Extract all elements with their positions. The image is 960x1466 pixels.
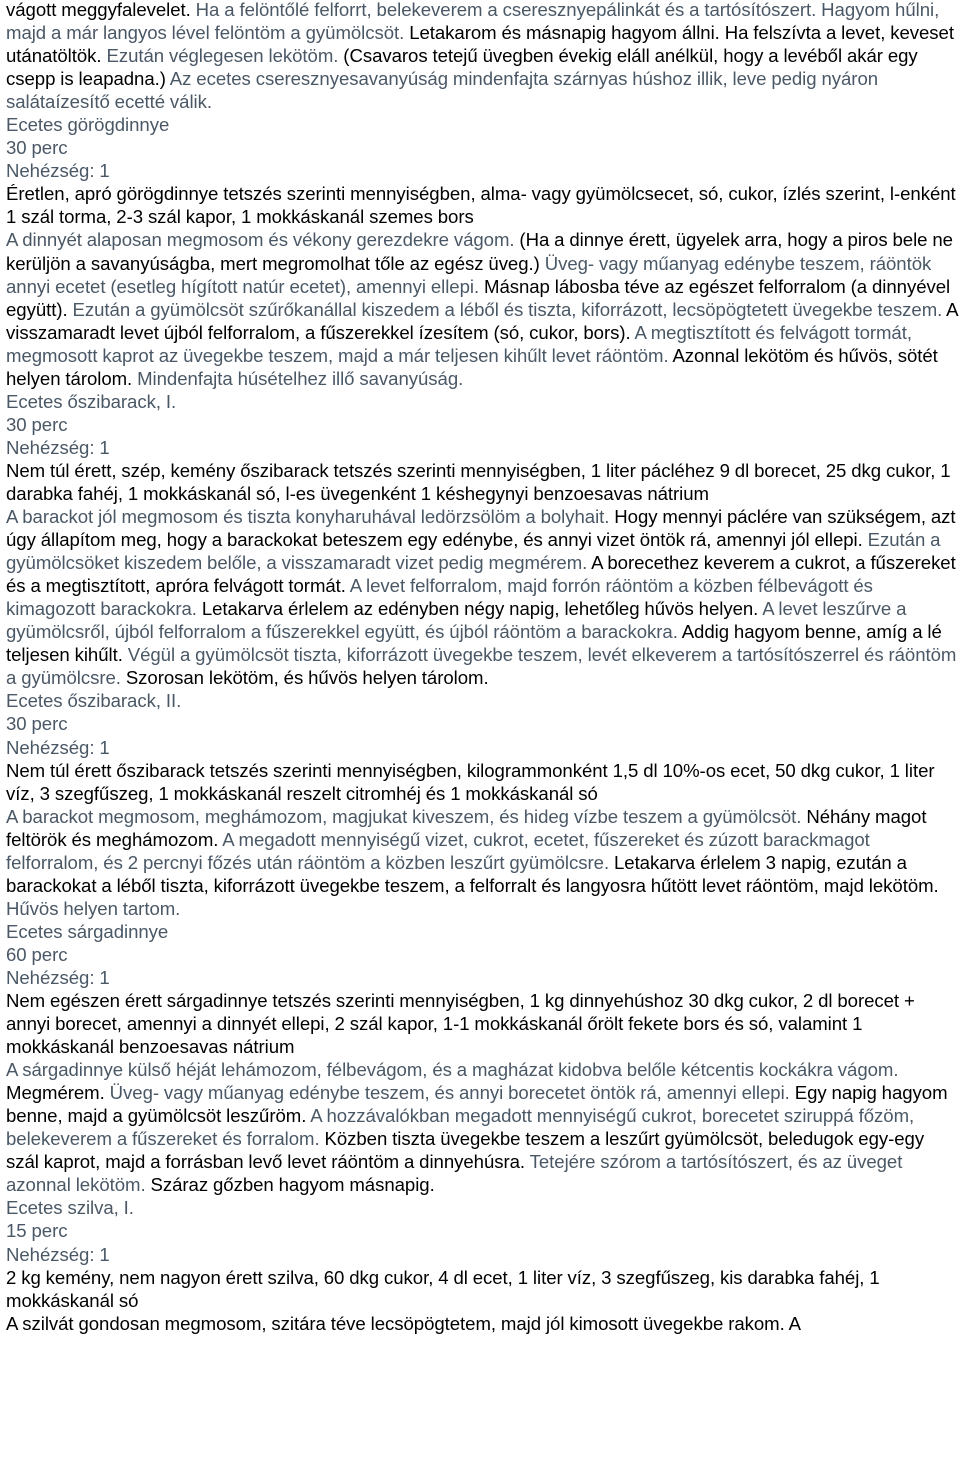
recipe-title: Ecetes görögdinnye xyxy=(6,114,170,136)
sentence: A barackot jól megmosom és tiszta konyharuhával ledörzsölöm a bolyhait. xyxy=(6,506,615,528)
sentence: Letakarva érlelem az edényben négy napig, lehetőleg hűvös helyen. xyxy=(201,598,763,620)
sentence: Ezután a gyümölcsöket kiszedem belőle, a visszamaradt vizet pedig megmérem. xyxy=(6,529,941,574)
paragraph xyxy=(6,182,958,228)
sentence: Közben tiszta üvegekbe teszem a leszűrt gyümölcsöt, beledugok egy-egy szál kaprot, majd a forrásban levő levet ráöntöm a dinnyehúsra. xyxy=(6,1128,925,1173)
recipe-title: Ecetes sárgadinnye xyxy=(6,920,169,942)
sentence: Az ecetes cseresznyesavanyúság mindenfajta szárnyas húshoz illik, leve pedig nyáron salátaízesítő ecetté válik. xyxy=(6,68,879,113)
sentence: Egy napig hagyom benne, majd a gyümölcsöt leszűröm. xyxy=(6,1082,948,1127)
recipe-meta: Nehézség: 1 xyxy=(6,436,110,458)
sentence: vágott meggyfalevelet. xyxy=(6,0,196,20)
recipe-title: Ecetes őszibarack, II. xyxy=(6,690,182,712)
sentence: (Ha a dinnye érett, ügyelek arra, hogy a piros bele ne kerüljön a savanyúságba, mert megromolhat tőle az egész üveg.) xyxy=(6,229,953,274)
sentence: Addig hagyom benne, amíg a lé teljesen kihűlt. xyxy=(6,621,942,666)
sentence: Nem egészen érett sárgadinnye tetszés szerinti mennyiségben, 1 kg dinnyehúshoz 30 dkg cukor, 2 dl borecet + annyi borecet, amennyi a dinnyét ellepi, 2 szál kapor, 1-1 mokkáskanál őrölt fekete bors és só, valamint 1 mokkáskanál benzoesavas nátrium xyxy=(6,990,915,1058)
paragraph xyxy=(6,759,958,805)
paragraph xyxy=(6,0,958,113)
paragraph xyxy=(6,1266,958,1312)
sentence: Szorosan lekötöm, és hűvös helyen tárolom. xyxy=(125,667,489,689)
recipe-meta: Nehézség: 1 xyxy=(6,736,110,758)
sentence: Azonnal lekötöm és hűvös, sötét helyen tárolom. xyxy=(6,344,938,389)
paragraph xyxy=(6,228,958,389)
recipe-meta: 30 perc xyxy=(6,413,68,435)
sentence: A levet leszűrve a gyümölcsről, újból felforralom a fűszerekkel együtt, és újból ráöntöm a barackokra. xyxy=(6,598,907,643)
recipe-meta: 15 perc xyxy=(6,1220,68,1242)
recipe-meta: 60 perc xyxy=(6,943,68,965)
sentence: Nem túl érett, szép, kemény őszibarack tetszés szerinti mennyiségben, 1 liter pácléhez 9 dl borecet, 25 dkg cukor, 1 darabka fahéj, 1 mokkáskanál só, l-es üvegenként 1 késhegynyi benzoesavas nátrium xyxy=(6,459,951,504)
sentence: A borecethez keverem a cukrot, a fűszereket és a megtisztított, apróra felvágott tormát. xyxy=(6,552,956,597)
sentence: Hűvös helyen tartom. xyxy=(6,897,181,919)
paragraph xyxy=(6,805,958,920)
sentence: Üveg- vagy műanyag edénybe teszem, és annyi borecetet öntök rá, amennyi ellepi. xyxy=(109,1082,795,1104)
sentence: Ezután a gyümölcsöt szűrőkanállal kiszedem a léből és tiszta, kiforrázott, lecsöpögtetett üvegekbe teszem. xyxy=(72,298,947,320)
sentence: Hogy mennyi páclére van szükségem, azt úgy állapítom meg, hogy a barackokat beteszem egy edénybe, és annyi vizet öntök rá, amennyi jól ellepi. xyxy=(6,506,956,551)
sentence: Mindenfajta húsételhez illő savanyúság. xyxy=(137,367,464,389)
sentence: Végül a gyümölcsöt tiszta, kiforrázott üvegekbe teszem, levét elkeverem a tartósítószerrel és ráöntöm a gyümölcsre. xyxy=(6,644,957,689)
sentence: A levet felforralom, majd forrón ráöntöm a közben félbevágott és kimagozott barackokra. xyxy=(6,575,873,620)
sentence: A visszamaradt levet újból felforralom, a fűszerekkel ízesítem (só, cukor, bors). xyxy=(6,298,958,343)
sentence: A sárgadinnye külső héját lehámozom, félbevágom, és a magházat kidobva belőle kétcentis kockákra vágom. xyxy=(6,1059,899,1081)
sentence: Nem túl érett őszibarack tetszés szerinti mennyiségben, kilogrammonként 1,5 dl 10%-os ecet, 50 dkg cukor, 1 liter víz, 3 szegfűszeg, 1 mokkáskanál reszelt citromhéj és 1 mokkáskanál só xyxy=(6,759,935,804)
recipe-meta: 30 perc xyxy=(6,137,68,159)
sentence: Ezután véglegesen lekötöm. xyxy=(106,45,344,67)
recipe-meta: Nehézség: 1 xyxy=(6,160,110,182)
sentence: A megtisztított és felvágott tormát, megmosott kaprot az üvegekbe teszem, majd a már teljesen kihűlt levet ráöntöm. xyxy=(6,321,912,366)
paragraph xyxy=(6,989,958,1058)
sentence: 2 kg kemény, nem nagyon érett szilva, 60 dkg cukor, 4 dl ecet, 1 liter víz, 3 szegfűszeg, kis darabka fahéj, 1 mokkáskanál só xyxy=(6,1266,880,1311)
recipe-title: Ecetes szilva, I. xyxy=(6,1197,134,1219)
sentence: Letakarva érlelem 3 napig, ezután a barackokat a léből tiszta, kiforrázott üvegekbe teszem, a felforralt és langyosra hűtött levet ráöntöm, majd lekötöm. xyxy=(6,851,939,896)
sentence: Üveg- vagy műanyag edénybe teszem, ráöntök annyi ecetet (esetleg hígított natúr ecetet), amennyi ellepi. xyxy=(6,252,932,297)
recipe-meta: Nehézség: 1 xyxy=(6,966,110,988)
paragraph xyxy=(6,505,958,689)
sentence: A hozzávalókban megadott mennyiségű cukrot, borecetet sziruppá főzöm, belekeverem a fűszereket és forralom. xyxy=(6,1105,915,1150)
recipe-title: Ecetes őszibarack, I. xyxy=(6,390,177,412)
sentence: Tetejére szórom a tartósítószert, és az üveget azonnal lekötöm. xyxy=(6,1151,903,1196)
document-body xyxy=(6,0,958,1335)
paragraph xyxy=(6,1312,958,1335)
sentence: Ha a felöntőlé felforrt, belekeverem a cseresznyepálinkát és a tartósítószert. Hagyom hűlni, majd a már langyos lével felöntöm a gyümölcsöt. xyxy=(6,0,940,44)
sentence: Száraz gőzben hagyom másnapig. xyxy=(150,1174,435,1196)
paragraph xyxy=(6,1058,958,1196)
sentence: (Csavaros tetejű üvegben évekig eláll anélkül, hogy a levéből akár egy csepp is leapadna.) xyxy=(6,45,918,90)
sentence: Éretlen, apró görögdinnye tetszés szerinti mennyiségben, alma- vagy gyümölcsecet, só, cukor, ízlés szerint, l-enként 1 szál torma, 2-3 szál kapor, 1 mokkáskanál szemes bors xyxy=(6,183,956,228)
sentence: Letakarom és másnapig hagyom állni. Ha felszívta a levet, keveset utánatöltök. xyxy=(6,22,954,67)
recipe-meta: 30 perc xyxy=(6,713,68,735)
paragraph xyxy=(6,459,958,505)
sentence: A szilvát gondosan megmosom, szitára téve lecsöpögtetem, majd jól kimosott üvegekbe rakom. A xyxy=(6,1312,801,1334)
sentence: A barackot megmosom, meghámozom, magjukat kiveszem, és hideg vízbe teszem a gyümölcsöt. xyxy=(6,805,807,827)
recipe-meta: Nehézség: 1 xyxy=(6,1243,110,1265)
sentence: Másnap lábosba téve az egészet felforralom (a dinnyével együtt). xyxy=(6,275,951,320)
sentence: A dinnyét alaposan megmosom és vékony gerezdekre vágom. xyxy=(6,229,520,251)
sentence: Néhány magot feltörök és meghámozom. xyxy=(6,805,927,850)
sentence: A megadott mennyiségű vizet, cukrot, ecetet, fűszereket és zúzott barackmagot felforralom, és 2 percnyi főzés után ráöntöm a közben leszűrt gyümölcsre. xyxy=(6,828,870,873)
sentence: Megmérem. xyxy=(6,1082,110,1104)
